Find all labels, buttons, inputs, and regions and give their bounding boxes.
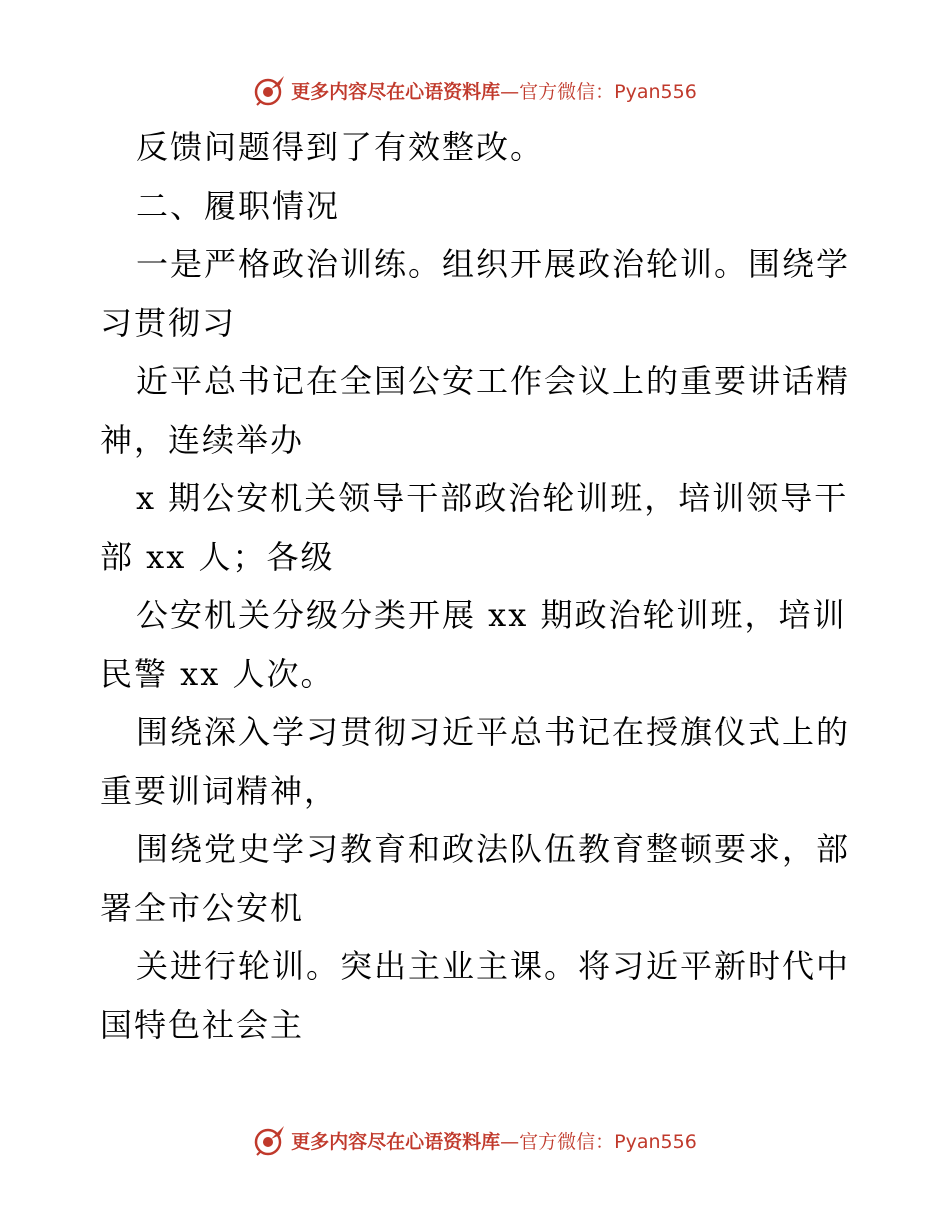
header-banner xyxy=(0,70,950,110)
footer-banner-contact: —官方微信：Pyan556 xyxy=(500,1130,697,1153)
text-line: 围绕深入学习贯彻习近平总书记在授旗仪式上的 xyxy=(136,713,850,751)
text-line: 国特色社会主 xyxy=(100,1005,305,1044)
quill-pen-icon xyxy=(253,1123,287,1157)
text-line: 近平总书记在全国公安工作会议上的重要讲话精 xyxy=(136,362,850,400)
text-line: 关进行轮训。突出主业主课。将习近平新时代中 xyxy=(136,947,850,985)
quill-pen-icon xyxy=(253,73,287,107)
footer-banner-title: 更多内容尽在心语资料库 xyxy=(291,1130,501,1153)
text-line: x 期公安机关领导干部政治轮训班，培训领导干 xyxy=(136,479,849,517)
header-banner-contact: —官方微信：Pyan556 xyxy=(500,80,697,103)
text-line: 围绕党史学习教育和政法队伍教育整顿要求，部 xyxy=(136,830,850,868)
text-line: 二、履职情况 xyxy=(136,186,341,225)
text-line: 重要训词精神， xyxy=(100,771,339,810)
text-line: 部 xx 人；各级 xyxy=(100,537,335,576)
footer-banner xyxy=(0,1120,950,1160)
header-banner-title: 更多内容尽在心语资料库 xyxy=(291,80,501,103)
text-line: 公安机关分级分类开展 xx 期政治轮训班，培训 xyxy=(136,596,847,634)
text-line: 神，连续举办 xyxy=(100,420,305,459)
text-line: 署全市公安机 xyxy=(100,888,305,927)
text-line: 习贯彻习 xyxy=(100,303,237,342)
text-line: 一是严格政治训练。组织开展政治轮训。围绕学 xyxy=(136,245,850,283)
document-body xyxy=(100,118,850,1054)
text-line: 民警 xx 人次。 xyxy=(100,654,335,693)
text-line: 反馈问题得到了有效整改。 xyxy=(136,128,545,166)
